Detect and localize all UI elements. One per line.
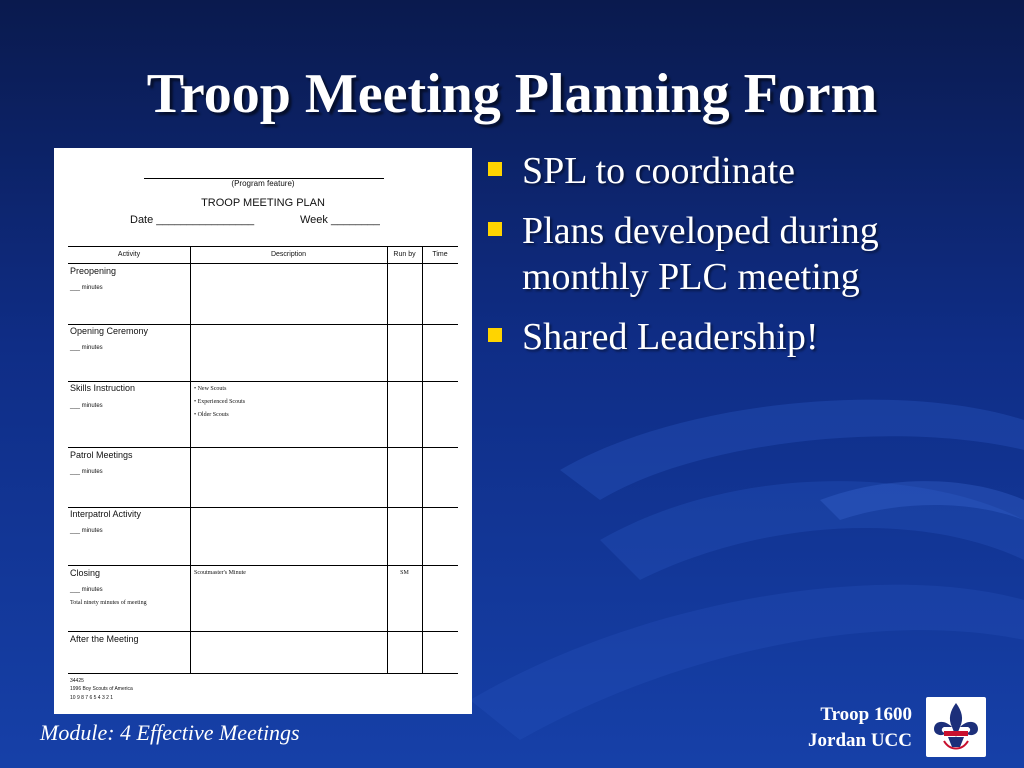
footer-troop-label: [808, 702, 912, 754]
bullet-text: SPL to coordinate: [522, 150, 795, 192]
row-desc: Scoutmaster's Minute: [194, 570, 246, 576]
table-header-border: [68, 263, 458, 264]
form-heading: TROOP MEETING PLAN: [201, 197, 325, 209]
col-time: Time: [432, 251, 448, 258]
row-minutes: ___ minutes: [70, 345, 103, 351]
table-col-divider-2: [387, 246, 388, 674]
footnote-code: 34425: [70, 678, 84, 684]
bsa-logo-icon: [926, 697, 986, 757]
table-col-divider-1: [190, 246, 191, 674]
row-activity: Interpatrol Activity: [70, 509, 142, 519]
row-minutes: ___ minutes: [70, 285, 103, 291]
bullet-item: [486, 208, 1006, 300]
footer-troop-line2: Jordan UCC: [808, 730, 912, 751]
row-desc: • Experienced Scouts: [194, 399, 246, 405]
bullet-text: Plans developed during monthly PLC meeting: [522, 210, 879, 298]
row-border: [68, 507, 458, 508]
meeting-plan-form-image: [54, 148, 472, 714]
bullet-square-icon: [488, 162, 502, 176]
row-minutes: ___ minutes: [70, 403, 103, 409]
row-border: [68, 631, 458, 632]
row-minutes: ___ minutes: [70, 528, 103, 534]
form-date-label: Date ________________: [130, 214, 255, 226]
table-col-divider-3: [422, 246, 423, 674]
row-minutes: ___ minutes: [70, 587, 103, 593]
row-activity: Preopening: [70, 266, 117, 276]
row-activity: Skills Instruction: [70, 383, 136, 393]
row-desc: • New Scouts: [194, 386, 227, 392]
bullet-item: [486, 314, 1006, 360]
row-activity: Opening Ceremony: [70, 326, 149, 336]
bullet-text: Shared Leadership!: [522, 316, 819, 358]
bullet-square-icon: [488, 328, 502, 342]
bullet-list: [486, 148, 1006, 374]
row-border: [68, 324, 458, 325]
row-border: [68, 381, 458, 382]
program-feature-label: (Program feature): [231, 179, 295, 188]
row-extra: Total ninety minutes of meeting: [70, 600, 147, 606]
footnote-numbers: 10 9 8 7 6 5 4 3 2 1: [70, 695, 114, 701]
bullet-square-icon: [488, 222, 502, 236]
row-activity: Closing: [70, 568, 101, 578]
row-activity: After the Meeting: [70, 634, 139, 644]
footnote-copyright: 1996 Boy Scouts of America: [70, 686, 133, 692]
fleur-de-lis-icon: [926, 697, 986, 757]
row-activity: Patrol Meetings: [70, 450, 133, 460]
row-runby: SM: [400, 570, 409, 576]
row-minutes: ___ minutes: [70, 469, 103, 475]
form-week-label: Week ________: [300, 214, 380, 226]
row-desc: • Older Scouts: [194, 412, 229, 418]
bullet-item: [486, 148, 1006, 194]
col-description: Description: [270, 251, 306, 258]
col-activity: Activity: [117, 251, 141, 258]
row-border: [68, 673, 458, 674]
col-run-by: Run by: [393, 251, 416, 258]
table-top-border: [68, 246, 458, 247]
slide-title: Troop Meeting Planning Form: [146, 63, 878, 125]
row-border: [68, 447, 458, 448]
footer-troop-line1: Troop 1600: [820, 704, 912, 725]
row-border: [68, 565, 458, 566]
footer-module-label: Module: 4 Effective Meetings: [40, 720, 300, 745]
